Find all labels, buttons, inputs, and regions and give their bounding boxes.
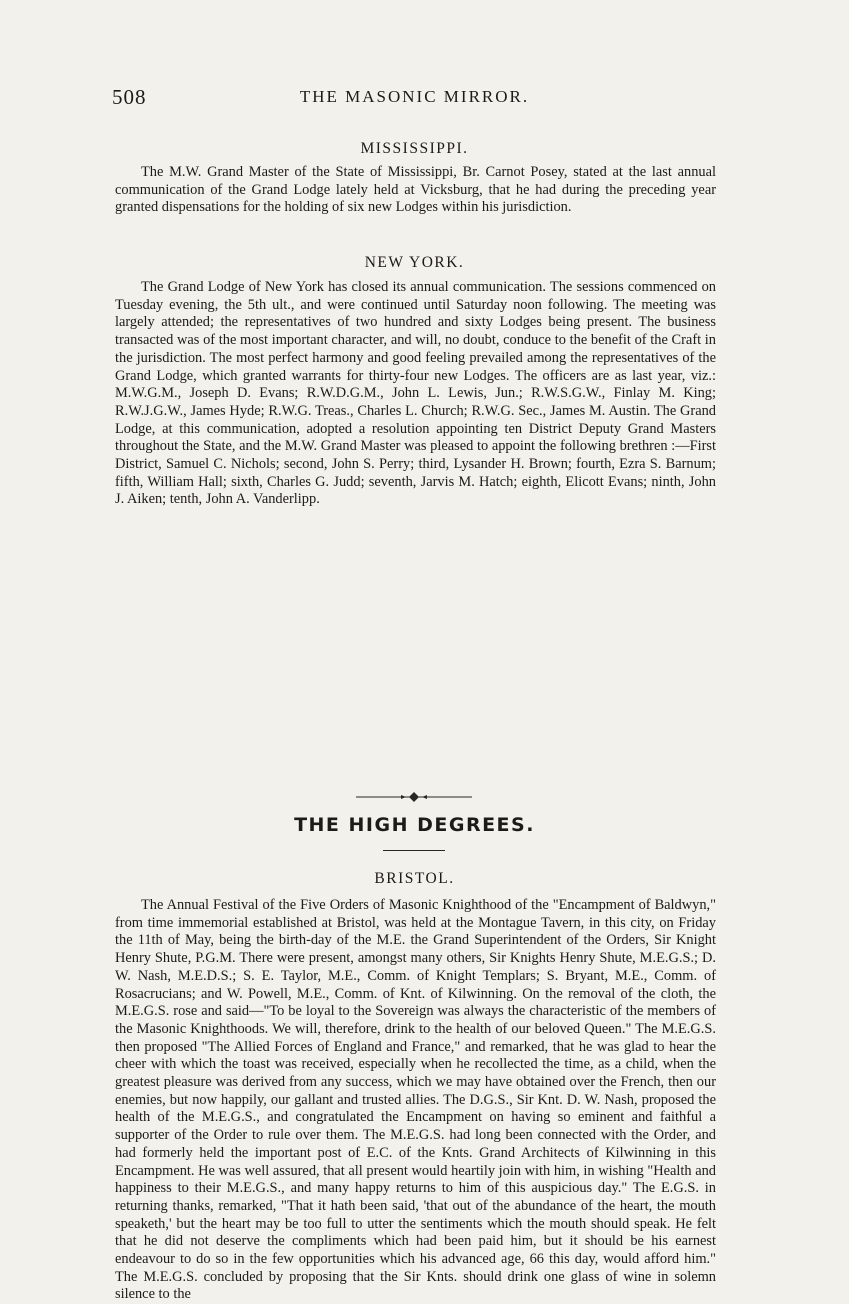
ornament-divider [356, 790, 472, 804]
heading-mississippi: MISSISSIPPI. [360, 140, 469, 157]
running-head [112, 85, 717, 115]
heading-high-degrees: THE HIGH DEGREES. [294, 814, 535, 836]
running-title: THE MASONIC MIRROR. [299, 87, 530, 106]
paragraph-bristol: The Annual Festival of the Five Orders of Masonic Knighthood of the "Encampment of Baldwyn," from time immemorial established at Bristol, was held at the Montague Tavern, in this city, on Friday the 11th of May, being the birth-day of the M.E. the Grand Superintendent of the Orders, Sir Knight Henry Shute, P.G.M. There were present, amongst many others, Sir Knights Henry Shute, M.E.G.S.; D. W. Nash, M.E.D.S.; S. E. Taylor, M.E., Comm. of Knight Templars; S. Bryant, M.E., Comm. of Rosacrucians; and W. Powell, M.E., Comm. of Knt. of Kilwinning. On the removal of the cloth, the M.E.G.S. rose and said—"To be loyal to the Sovereign was always the characteristic of the members of the Masonic Knighthoods. We will, therefore, drink to the health of our beloved Queen." The M.E.G.S. then proposed "The Allied Forces of England and France," and remarked, that he was glad to hear the cheer with which the toast was received, especially when he recollected the time, as a child, when the greatest pleasure was derived from any success, which we may have obtained over the French, then our enemies, but now happily, our gallant and trusted allies. The D.G.S., Sir Knt. D. W. Nash, proposed the health of the M.E.G.S., and congratulated the Encampment on having so eminent and faithful a supporter of the Order to rule over them. The M.E.G.S. had long been connected with the Order, and had formerly held the important post of E.C. of the Knts. Grand Architects of Kilwinning in this Encampment. He was well assured, that all present would heartily join with him, in wishing "Health and happiness to their M.E.G.S., and many happy returns to him of this auspicious day." The E.G.S. in returning thanks, remarked, "That it hath been said, 'that out of the abundance of the heart, the mouth speaketh,' but the heart may be too full to utter the sentiments which the mouth should speak. He felt that he did not deserve the compliments which had been paid him, but it should be his earnest endeavour to do so in the few opportunities which his advanced age, 66 this day, would afford him." The M.E.G.S. concluded by proposing that the Sir Knts. should drink one glass of wine in solemn silence to the [115, 897, 716, 1303]
paragraph-new-york: The Grand Lodge of New York has closed its annual communication. The sessions commenced on Tuesday evening, the 5th ult., and were continued until Saturday noon following. The meeting was largely attended; the representatives of two hundred and sixty Lodges being present. The business transacted was of the most important character, and will, no doubt, conduce to the benefit of the Craft in the jurisdiction. The most perfect harmony and good feeling prevailed among the representatives of the Grand Lodge, which granted warrants for thirty-four new Lodges. The officers are as last year, viz.: M.W.G.M., Joseph D. Evans; R.W.D.G.M., John L. Lewis, Jun.; R.W.S.G.W., Finlay M. King; R.W.J.G.W., James Hyde; R.W.G. Treas., Charles L. Church; R.W.G. Sec., James M. Austin. The Grand Lodge, at this communication, adopted a resolution appointing ten District Deputy Grand Masters throughout the State, and the M.W. Grand Master was pleased to appoint the following brethren :—First District, Samuel C. Nichols; second, John S. Perry; third, Lysander H. Brown; fourth, Ezra S. Barnum; fifth, William Hall; sixth, Charles G. Judd; seventh, Jarvis M. Hatch; eighth, Elicott Evans; ninth, John J. Aiken; tenth, John A. Vanderlipp. [115, 279, 716, 508]
heading-new-york: NEW YORK. [364, 254, 465, 271]
paragraph-mississippi: The M.W. Grand Master of the State of Mississippi, Br. Carnot Posey, stated at the last annual communication of the Grand Lodge lately held at Vicksburg, that he had during the preceding year granted dispensations for the holding of six new Lodges within his jurisdiction. [115, 164, 716, 216]
heading-bristol: BRISTOL. [374, 870, 455, 887]
heading-rule [383, 850, 445, 851]
page-number: 508 [112, 85, 147, 109]
